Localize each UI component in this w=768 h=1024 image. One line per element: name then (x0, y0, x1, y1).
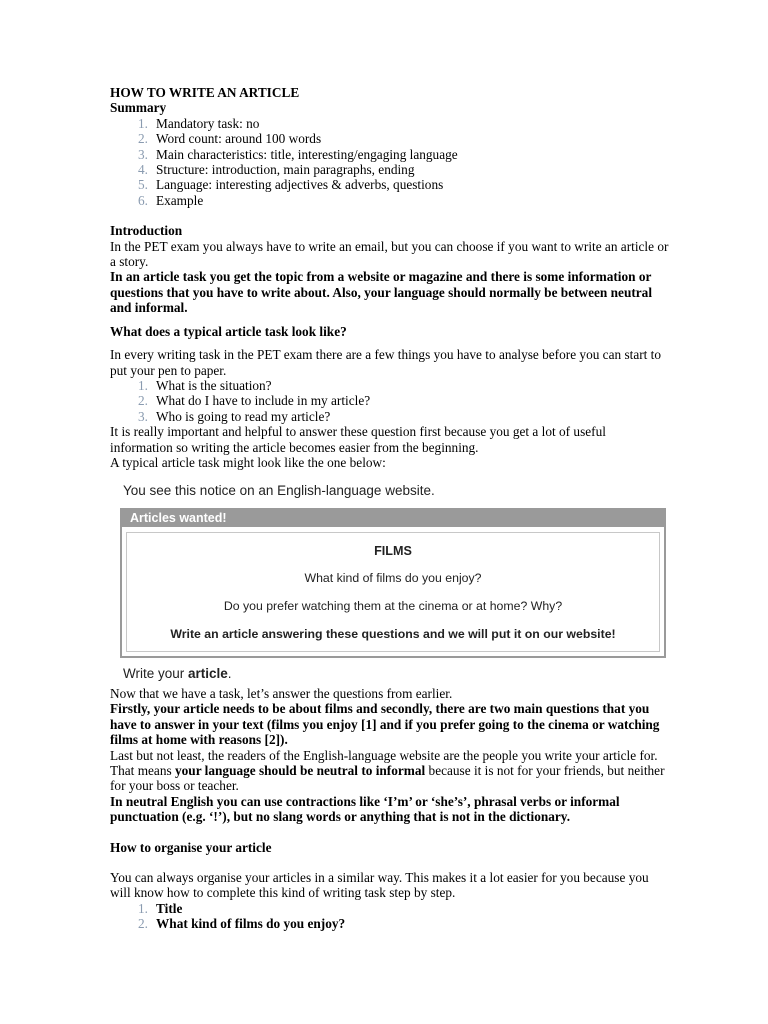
intro-heading: Introduction (110, 223, 183, 239)
intro-bold-paragraph: In an article task you get the topic from a website or magazine and there is some information or questions that you have to write about. Also, your language should normally be between neutral and informal. (110, 269, 653, 316)
notice-content (126, 532, 660, 652)
write-instruction: Write your article. (123, 666, 232, 681)
notice-question-2: Do you prefer watching them at the cinema or at home? Why? (223, 599, 563, 613)
after-paragraph-4: In neutral English you can use contractions like ‘I’m’ or ‘she’s’, phrasal verbs or informal punctuation (e.g. ‘!’), but no slang words or anything that is not in the dictionary. (110, 793, 620, 825)
list-item: 4. Structure: introduction, main paragraphs, ending (138, 162, 415, 178)
notice-header: Articles wanted! (122, 510, 664, 527)
list-item: 1. Mandatory task: no (138, 115, 260, 131)
list-item: 2. What do I have to include in my article? (138, 393, 371, 409)
notice-topic: FILMS (374, 544, 412, 558)
summary-heading: Summary (110, 100, 167, 116)
after-paragraph-1: Now that we have a task, let’s answer the questions from earlier. (110, 686, 453, 701)
question-list (110, 378, 670, 424)
organise-paragraph: You can always organise your articles in a similar way. This makes it a lot easier for you because you will know how to complete this kind of writing task step by step. (110, 870, 649, 901)
after-section (110, 686, 670, 932)
list-item: 5. Language: interesting adjectives & adverbs, questions (138, 177, 444, 193)
list-item: 3. Who is going to read my article? (138, 408, 331, 424)
list-item: 2. Word count: around 100 words (138, 131, 322, 147)
list-item: 3. Main characteristics: title, interesting/engaging language (138, 146, 458, 162)
after-paragraph-2: Firstly, your article needs to be about films and secondly, there are two main questions that you have to answer in your text (films you enjoy [1] and if you prefer going to the cinema or watching films at home with reasons [2]). (110, 701, 660, 748)
document-body (110, 85, 670, 470)
typical-paragraph-2: It is really important and helpful to answer these question first because you get a lot of useful information so writing the article becomes easier from the beginning. (110, 424, 606, 455)
list-item: 2. What kind of films do you enjoy? (138, 916, 346, 932)
typical-heading: What does a typical article task look like? (110, 323, 347, 339)
notice-box (120, 508, 666, 658)
summary-list (110, 116, 670, 208)
typical-paragraph-3: A typical article task might look like the one below: (110, 454, 386, 470)
intro-paragraph: In the PET exam you always have to write an email, but you can choose if you want to write an article or a story. (110, 238, 669, 270)
notice-instruction: Write an article answering these questions and we will put it on our website! (170, 627, 616, 641)
organise-heading: How to organise your article (110, 839, 272, 855)
organise-list (110, 901, 670, 932)
notice-intro: You see this notice on an English-language website. (123, 483, 435, 498)
typical-paragraph: In every writing task in the PET exam there are a few things you have to analyse before you can start to put your pen to paper. (110, 347, 662, 378)
notice-question-1: What kind of films do you enjoy? (304, 571, 482, 585)
list-item: 1. What is the situation? (138, 377, 272, 393)
after-paragraph-3: Last but not least, the readers of the English-language website are the people you write your article for. That means your language should be neutral to informal because it is not for your friends, but neither for your boss or teacher. (110, 747, 665, 794)
list-item: 6. Example (138, 192, 204, 208)
list-item: 1. Title (138, 900, 183, 916)
document-title: HOW TO WRITE AN ARTICLE (110, 85, 300, 100)
